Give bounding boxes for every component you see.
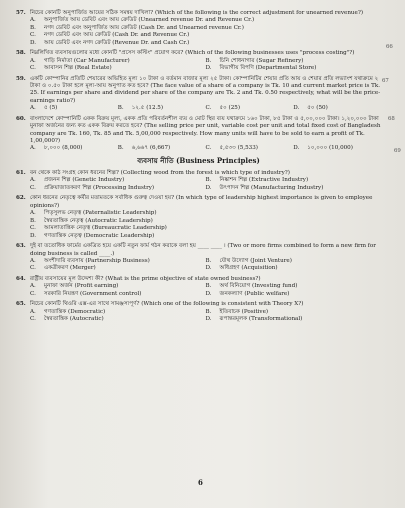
option-text: আমলাতান্ত্রিক নেতৃত্ব (Bureaucratic Leadership)	[44, 225, 167, 232]
option-letter: A.	[30, 105, 36, 112]
answer-option[interactable]	[30, 225, 381, 232]
options-list	[30, 105, 381, 112]
option-text: স্বৈরতান্ত্রিক নেতৃত্ব (Autocratic Leadership)	[44, 217, 153, 224]
option-letter: D.	[30, 232, 37, 239]
answer-option[interactable]	[293, 105, 381, 112]
option-text: স্বৈরতান্ত্রিক (Autocratic)	[44, 316, 104, 323]
option-text: প্রক্রিয়াজাতকরণ শিল্প (Processing Industry)	[44, 184, 155, 191]
option-text: রূপান্তরমূলক (Transformational)	[219, 316, 303, 323]
option-letter: B.	[205, 177, 212, 184]
question-header	[16, 116, 381, 146]
answer-option[interactable]	[30, 105, 118, 112]
option-text: ৮,০০০ (8,000)	[44, 145, 83, 152]
options-list	[30, 58, 381, 73]
question-number: 61.	[16, 170, 26, 177]
answer-option[interactable]	[30, 177, 206, 184]
answer-option[interactable]	[30, 32, 381, 39]
option-letter: A.	[30, 177, 36, 184]
option-letter: C.	[205, 145, 212, 152]
option-text: গণতান্ত্রিক নেতৃত্ব (Democratic Leadership)	[44, 232, 155, 239]
option-letter: D.	[205, 65, 212, 72]
answer-option[interactable]	[30, 65, 206, 72]
options-list	[30, 283, 381, 298]
option-letter: C.	[30, 184, 36, 191]
answer-option[interactable]	[30, 58, 206, 65]
option-text: ৫,৫৩৩ (5,533)	[219, 145, 258, 152]
option-text: নগদ ডেবিট এবং অনুপার্জিত আয় ক্রেডিট (Cash Dr. and Unearned revenue Cr.)	[44, 24, 244, 31]
option-text: বিভাগীয় বিপণি (Departmental Store)	[219, 65, 317, 72]
question-number: 63.	[16, 243, 26, 250]
option-letter: D.	[293, 105, 300, 112]
answer-option[interactable]	[206, 58, 382, 65]
option-text: চিনি শোধনাগার (Sugar Refinery)	[219, 57, 304, 64]
answer-option[interactable]	[206, 291, 382, 298]
answer-option[interactable]	[206, 65, 382, 72]
question-header	[16, 195, 381, 210]
option-letter: D.	[293, 145, 300, 152]
options-list	[30, 145, 381, 152]
option-text: সরকারি নিয়ন্ত্রণ (Government control)	[44, 290, 142, 297]
option-text: অংশীদারি ব্যবসায় (Partnership Business)	[44, 257, 150, 264]
answer-option[interactable]	[30, 316, 206, 323]
options-list	[30, 17, 381, 47]
options-list	[30, 177, 381, 192]
section-title: ব্যবসায় নীতি (Business Principles)	[137, 156, 260, 166]
option-letter: A.	[30, 57, 36, 64]
option-text: প্রজনন শিল্প (Genetic Industry)	[44, 177, 125, 184]
option-letter: D.	[30, 39, 37, 46]
option-letter: B.	[117, 145, 124, 152]
answer-option[interactable]	[30, 291, 206, 298]
option-letter: D.	[205, 316, 212, 323]
question-item	[16, 276, 381, 298]
option-letter: D.	[205, 265, 212, 272]
option-letter: B.	[117, 105, 124, 112]
option-letter: B.	[30, 217, 36, 224]
answer-option[interactable]	[206, 177, 382, 184]
answer-option[interactable]	[30, 145, 118, 152]
margin-note: 68	[388, 116, 395, 122]
option-text: ৫০ (50)	[307, 105, 328, 112]
option-letter: A.	[30, 257, 36, 264]
question-number: 58.	[16, 50, 26, 57]
answer-option[interactable]	[206, 316, 382, 323]
option-letter: A.	[30, 283, 36, 290]
question-text: নিচের কোনটি অনুপার্জিত আয়ের সঠিক সমন্বয় দাখিলা? (Which of the following is the correct adjustment for unearned revenue?)	[30, 10, 364, 16]
answer-option[interactable]	[30, 218, 381, 225]
questions-after	[16, 170, 381, 323]
option-text: মুনাফা অর্জন (Profit earning)	[44, 283, 119, 290]
option-text: আবাসন শিল্প (Real Estate)	[44, 65, 112, 72]
option-letter: B.	[205, 283, 212, 290]
option-text: একত্রীকরণ (Merger)	[44, 265, 96, 272]
questions-before	[16, 10, 381, 153]
question-number: 57.	[16, 10, 26, 16]
answer-option[interactable]	[118, 145, 206, 152]
question-number: 62.	[16, 195, 26, 202]
margin-note: 66	[386, 44, 393, 50]
question-text: বন থেকে কাঠ সংগ্রহ কোন ধরনের শিল্প? (Collecting wood from the forest is which type of industry?)	[30, 170, 290, 177]
option-text: ইতিবাচক (Positive)	[219, 308, 269, 315]
option-letter: B.	[205, 57, 212, 64]
answer-option[interactable]	[118, 105, 206, 112]
question-header	[16, 76, 381, 106]
answer-option[interactable]	[206, 185, 382, 192]
option-text: নগদ ডেবিট এবং আয় ক্রেডিট (Cash Dr. and Revenue Cr.)	[44, 32, 190, 39]
question-number: 60.	[16, 115, 26, 122]
question-header	[16, 50, 381, 57]
option-text: ১০,০০০ (10,000)	[307, 145, 353, 152]
option-text: যৌথ উদ্যোগ (Joint Venture)	[219, 257, 292, 264]
question-item	[16, 10, 381, 47]
answer-option[interactable]	[206, 265, 382, 272]
question-number: 64.	[16, 275, 26, 282]
option-letter: C.	[30, 32, 36, 39]
answer-option[interactable]	[30, 210, 381, 217]
option-letter: B.	[30, 24, 36, 31]
answer-option[interactable]	[30, 309, 206, 316]
option-text: আয় ডেবিট এবং নগদ ক্রেডিট (Revenue Dr. and Cash Cr.)	[44, 39, 190, 46]
option-text: গাড়ি নির্মাতা (Car Manufacturer)	[44, 57, 130, 64]
option-text: অনুপার্জিত আয় ডেবিট এবং আয় ক্রেডিট (Unearned revenue Dr. and Revenue Cr.)	[44, 17, 255, 24]
option-text: উৎপাদন শিল্প (Manufacturing Industry)	[219, 184, 324, 191]
option-letter: D.	[205, 184, 212, 191]
question-item	[16, 195, 381, 239]
answer-option[interactable]	[30, 265, 206, 272]
option-letter: B.	[205, 308, 212, 315]
question-number: 65.	[16, 301, 26, 308]
options-list	[30, 210, 381, 240]
question-header	[16, 301, 381, 308]
option-text: জনকল্যাণ (Public welfare)	[219, 290, 290, 297]
question-item	[16, 301, 381, 323]
answer-option[interactable]	[206, 309, 382, 316]
option-letter: C.	[30, 316, 36, 323]
question-text: কোন ধরনের নেতৃত্বে কর্মীর মতামতকে সর্বাধিক গুরুত্ব দেওয়া হয়? (In which type of leadership highest importance is given to employee opinions?)	[30, 195, 373, 209]
answer-option[interactable]	[30, 283, 206, 290]
option-text: ৬,৬৬৭ (6,667)	[131, 145, 171, 152]
margin-note: 67	[382, 78, 389, 84]
answer-option[interactable]	[30, 17, 381, 24]
option-letter: D.	[205, 290, 212, 297]
question-text: বাংলাদেশে কোম্পানিটি একক বিক্রয় মূল্য, একক প্রতি পরিবর্তনশীল ব্যয় ও মোট স্থির ব্যয় যথাক্রমে ১৬০ টাকা, ৮৫ টাকা ও ৫,০০,০০০ টাকা। ১,২০,০০০ টাকা মুনাফা অর্জনের জন্য কত একক বিক্রয় করতে হবে? (The selling price per unit, variable cost per unit and total fixed cost of Bangladesh company are Tk. 160, Tk. 85 and Tk. 5,00,000 respectively. How many units will have to be sold to earn a profit of Tk. 1,00,000?)	[30, 115, 381, 145]
question-text: রাষ্ট্রীয় ব্যবসায়ের মূল উদ্দেশ্য কী? (What is the prime objective of state owned business?)	[30, 275, 261, 282]
answer-option[interactable]	[293, 145, 381, 152]
question-text: নিম্নলিখিত ব্যবসায়গুলোর মধ্যে কোনটি "প্রসেস কস্টিং" প্রয়োগ করে? (Which of the following businesses uses "process costing"?)	[30, 50, 355, 57]
answer-option[interactable]	[206, 283, 382, 290]
answer-option[interactable]	[30, 185, 206, 192]
option-letter: C.	[30, 225, 36, 232]
page-number: 6	[198, 478, 203, 487]
option-text: নিষ্কাশন শিল্প (Extractive Industry)	[219, 177, 309, 184]
option-letter: C.	[30, 290, 36, 297]
option-text: ৫০ (25)	[219, 105, 241, 112]
answer-option[interactable]	[30, 233, 381, 240]
option-letter: B.	[205, 257, 212, 264]
option-letter: C.	[30, 65, 36, 72]
option-text: অর্থ বিনিয়োগ (Investing fund)	[219, 283, 298, 290]
option-text: ৫ (5)	[44, 105, 58, 112]
answer-option[interactable]	[30, 40, 381, 47]
option-text: পিতৃসুলভ নেতৃত্ব (Paternalistic Leadership)	[44, 210, 157, 217]
question-header	[16, 243, 381, 258]
question-list	[16, 10, 381, 327]
question-item	[16, 116, 381, 153]
answer-option[interactable]	[206, 105, 294, 112]
question-item	[16, 50, 381, 72]
question-item	[16, 170, 381, 192]
question-item	[16, 76, 381, 113]
question-text: দুই বা ততোধিক ফার্মের একত্রিত হয়ে একটি নতুন ফার্ম গঠন করাকে বলা হয় ____ ____ । (Two or more firms combined to form a new firm for doing business is called ____.)	[30, 243, 376, 257]
question-number: 59.	[16, 75, 26, 82]
options-list	[30, 258, 381, 273]
margin-note: 69	[394, 148, 401, 154]
options-list	[30, 309, 381, 324]
option-letter: C.	[205, 105, 212, 112]
option-letter: A.	[30, 308, 36, 315]
option-letter: A.	[30, 145, 36, 152]
answer-option[interactable]	[206, 145, 294, 152]
question-text: একটি কোম্পানির প্রতিটি শেয়ারের অভিহিত মূল্য ১০ টাকা ও বর্তমান বাজার মূল্য ২৫ টাকা। কোম্পানিটির শেয়ার প্রতি আয় ও শেয়ার প্রতি লভ্যাংশ যথাক্রমে ২ টাকা ও ০.৫০ টাকা হলে মূল্য-আয় অনুপাত কত হবে? (The face value of a share of a company is Tk. 10 and current market price is Tk. 25. If earnings per share and dividend per share of the company are Tk. 2 and Tk. 0.50 respectively, what will be the price-earnings ratio?)	[30, 75, 381, 104]
option-text: অধিগ্রহণ (Acquisition)	[219, 265, 278, 272]
option-letter: A.	[30, 210, 36, 217]
question-item	[16, 243, 381, 273]
question-text: নিচের কোনটি থিওরি এক্স-এর সাথে সামঞ্জস্যপূর্ণ? (Which one of the following is consistent with Theory X?)	[30, 301, 304, 308]
option-text: গণতান্ত্রিক (Democratic)	[44, 308, 106, 315]
option-text: ১২.৫ (12.5)	[131, 105, 164, 112]
option-letter: C.	[30, 265, 36, 272]
option-letter: A.	[30, 17, 36, 24]
